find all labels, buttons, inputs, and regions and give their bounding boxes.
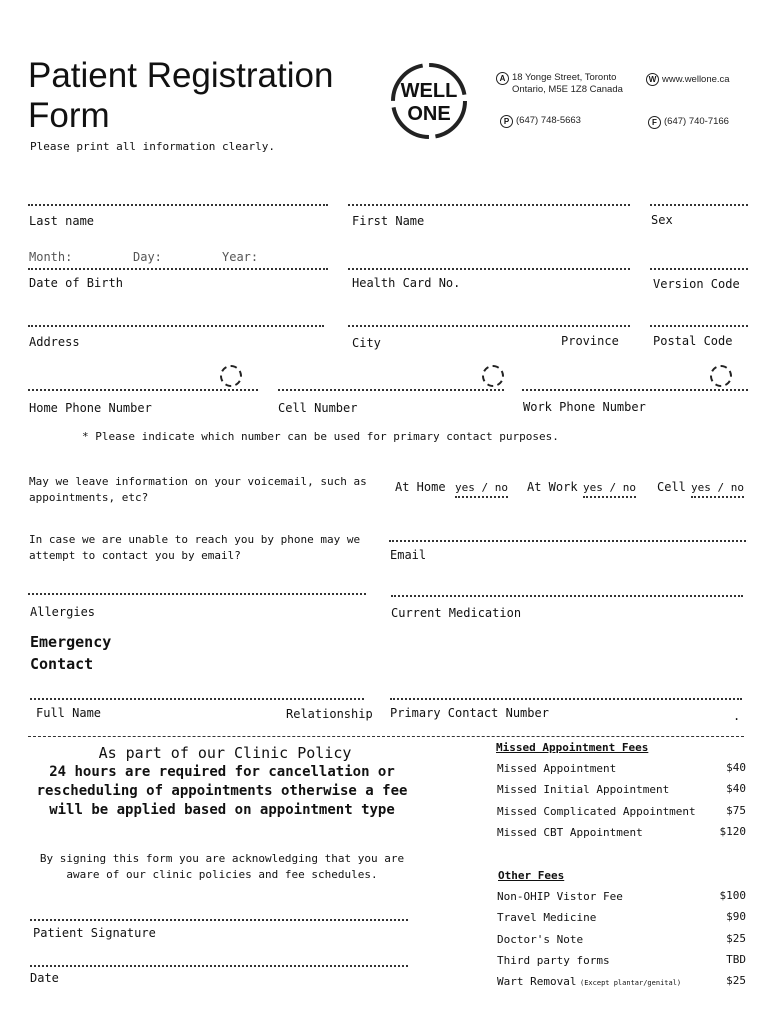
section-divider [28,736,744,737]
primary-contact-note: * Please indicate which number can be used for primary contact purposes. [82,430,559,443]
patient-signature-label: Patient Signature [33,926,156,940]
other-fee-label: Wart Removal [497,975,577,988]
date-line[interactable] [30,965,408,967]
work-phone-line[interactable] [522,389,748,391]
at-work-yes-no[interactable]: yes / no [583,481,636,498]
other-fee-label: Third party forms [497,954,610,967]
stray-dot: . [733,709,741,723]
emergency-relationship-label: Relationship [286,707,373,721]
dob-line[interactable] [28,268,328,270]
last-name-line[interactable] [28,204,328,206]
missed-fee-price: $120 [719,825,746,838]
other-fee-label: Travel Medicine [497,911,597,924]
other-fee-label: Doctor's Note [497,933,584,946]
dob-day-label: Day: [133,250,162,264]
first-name-label: First Name [352,214,425,228]
policy-line1: As part of our Clinic Policy [98,744,352,762]
policy-line4: will be applied based on appointment type [49,802,395,818]
form-subtitle: Please print all information clearly. [30,140,276,153]
phone-icon: P [500,115,513,128]
current-medication-label: Current Medication [391,606,522,620]
city-line[interactable] [348,325,630,327]
other-fee-price: $90 [726,910,746,923]
address-label: Address [29,335,80,349]
logo-text-well: WELL [400,80,458,102]
work-phone-primary-radio[interactable] [710,365,732,387]
health-card-line[interactable] [348,268,630,270]
address-line[interactable] [28,325,324,327]
postal-code-label: Postal Code [653,334,733,348]
patient-signature-line[interactable] [30,919,408,921]
emergency-phone-line[interactable] [390,698,742,700]
other-fee-price: $25 [726,932,746,945]
first-name-line[interactable] [348,204,630,206]
other-fee-price: TBD [726,953,746,966]
version-code-line[interactable] [650,268,748,270]
last-name-label: Last name [29,214,95,228]
emergency-heading-line2: Contact [30,655,94,673]
acknowledgement-line2: aware of our clinic policies and fee schedules. [66,868,378,881]
version-code-label: Version Code [653,277,740,291]
date-label: Date [30,971,59,985]
email-label: Email [390,548,427,562]
voicemail-question-line1: May we leave information on your voicemail, such as [29,475,367,488]
health-card-label: Health Card No. [352,276,461,290]
wart-removal-note: (Except plantar/genital) [580,979,682,987]
clinic-website[interactable]: www.wellone.ca [662,74,730,85]
voicemail-question-line2: appointments, etc? [29,491,149,504]
allergies-label: Allergies [30,605,96,619]
missed-fees-heading: Missed Appointment Fees [496,741,649,754]
email-line[interactable] [389,540,746,542]
at-home-yes-no[interactable]: yes / no [455,481,508,498]
at-home-label: At Home [395,480,446,494]
allergies-line[interactable] [28,593,366,595]
home-phone-label: Home Phone Number [29,401,152,415]
form-title-line1: Patient Registration [28,56,334,95]
cell-label: Cell [657,480,686,494]
home-phone-line[interactable] [28,389,258,391]
wellone-logo [388,60,470,142]
fax-icon: F [648,116,661,129]
province-label: Province [561,334,619,348]
home-phone-primary-radio[interactable] [220,365,242,387]
emergency-primary-contact-label: Primary Contact Number [390,706,549,720]
missed-fee-price: $40 [726,782,746,795]
email-question-line2: attempt to contact you by email? [29,549,241,562]
sex-line[interactable] [650,204,748,206]
dob-year-label: Year: [222,250,259,264]
missed-fee-label: Missed Initial Appointment [497,783,670,796]
email-question-line1: In case we are unable to reach you by phone may we [29,533,361,546]
clinic-phone: (647) 748-5663 [516,115,581,126]
at-work-label: At Work [527,480,578,494]
form-title-line2: Form [28,96,110,135]
current-medication-line[interactable] [391,595,743,597]
cell-phone-line[interactable] [278,389,504,391]
policy-line3: rescheduling of appointments otherwise a fee [36,783,408,799]
missed-fee-price: $40 [726,761,746,774]
missed-fee-label: Missed CBT Appointment [497,826,643,839]
other-fee-label: Non-OHIP Vistor Fee [497,890,623,903]
web-icon: W [646,73,659,86]
clinic-fax: (647) 740-7166 [664,116,729,127]
city-label: City [352,336,381,350]
cell-number-label: Cell Number [278,401,358,415]
emergency-heading-line1: Emergency [30,633,112,651]
other-fee-price: $25 [726,974,746,987]
missed-fee-label: Missed Appointment [497,762,617,775]
missed-fee-price: $75 [726,804,746,817]
other-fee-price: $100 [719,889,746,902]
location-icon: A [496,72,509,85]
emergency-full-name-label: Full Name [36,706,102,720]
clinic-address-line1: 18 Yonge Street, Toronto [512,72,617,83]
missed-fee-label: Missed Complicated Appointment [497,805,696,818]
clinic-address-line2: Ontario, M5E 1Z8 Canada [512,84,623,95]
work-phone-label: Work Phone Number [523,400,646,414]
cell-phone-primary-radio[interactable] [482,365,504,387]
sex-label: Sex [651,213,673,227]
logo-text-one: ONE [407,103,451,125]
postal-code-line[interactable] [650,325,748,327]
other-fees-heading: Other Fees [498,869,565,882]
dob-label: Date of Birth [29,276,123,290]
dob-month-label: Month: [29,250,73,264]
emergency-name-line[interactable] [30,698,364,700]
cell-yes-no[interactable]: yes / no [691,481,744,498]
acknowledgement-line1: By signing this form you are acknowledging that you are [39,852,405,865]
policy-line2: 24 hours are required for cancellation or [49,764,395,780]
